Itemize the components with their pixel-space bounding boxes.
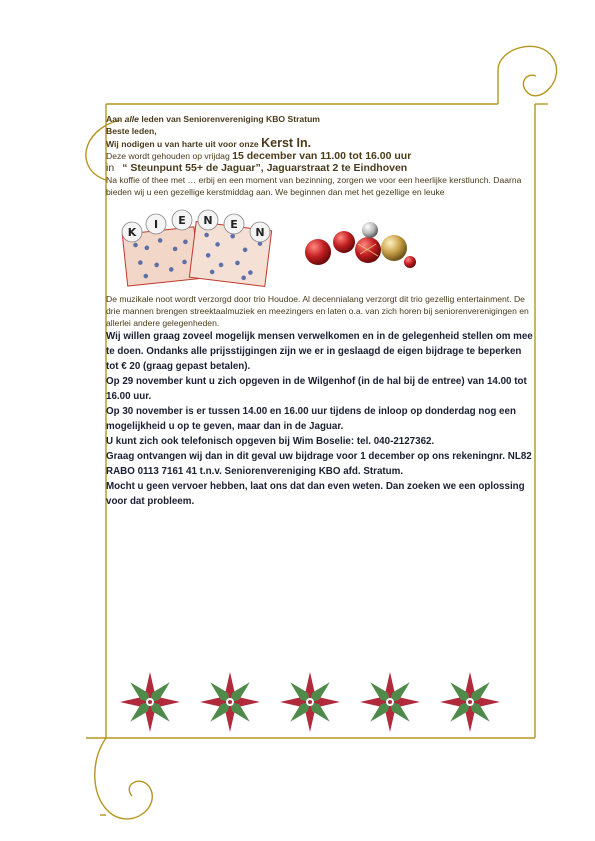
flower-icon	[360, 672, 420, 732]
program-paragraph: Na koffie of thee met … erbij en een moment van bezinning, zorgen we voor een heerlijke kerstlunch. Daarna bieden wij u een gezellige kerstmiddag aan. We beginnen dan met het gezellige en leuke	[106, 175, 522, 197]
greeting-line: Aan alle leden van Seniorenvereniging KBO Stratum	[106, 114, 320, 124]
kienen-letter: K	[127, 226, 137, 239]
location-line: in “ Steunpunt 55+ de Jaguar”, Jaguarstraat 2 te Eindhoven	[106, 162, 408, 174]
flower-icon	[280, 672, 340, 732]
christmas-ornaments-image	[298, 218, 428, 278]
flower-icon	[440, 672, 500, 732]
illustrations-row	[106, 208, 536, 293]
flower-decoration-row	[106, 667, 536, 737]
kienen-letter: E	[178, 214, 186, 227]
contribution-paragraph: Wij willen graag zoveel mogelijk mensen verwelkomen en in de gelegenheid stellen om mee te doen. Ondanks alle prijsstijgingen zijn we er in geslaagd de eigen bijdrage te beperken tot € 20 (graag gepast betalen).	[106, 331, 533, 372]
date-line: Deze wordt gehouden op vrijdag 15 december van 11.00 tot 16.00 uur	[106, 150, 412, 162]
kienen-letter: N	[203, 214, 213, 227]
salutation: Beste leden,	[106, 126, 157, 136]
phone-registration-paragraph: U kunt zich ook telefonisch opgeven bij Wim Boselie: tel. 040-2127362. Graag ontvangen wij dan in dit geval uw bijdrage voor 1 december op ons rekeningnr. NL82 RABO 0113 7161 41 t.n.v. Seniorenvereniging KBO afd. Stratum.	[106, 436, 532, 477]
kienen-bingo-image	[110, 208, 280, 293]
registration-paragraph-2: Op 30 november is er tussen 14.00 en 16.00 uur tijdens de inloop op donderdag nog een mogelijkheid u op te geven, maar dan in de Jaguar.	[106, 406, 516, 432]
flower-icon	[200, 672, 260, 732]
flower-icon	[120, 672, 180, 732]
registration-paragraph-1: Op 29 november kunt u zich opgeven in de Wilgenhof (in de hal bij de entree) van 14.00 tot 16.00 uur.	[106, 376, 527, 402]
kienen-letter: I	[153, 218, 159, 231]
letter-body	[106, 113, 536, 509]
kienen-letter: E	[230, 218, 238, 231]
transport-paragraph: Mocht u geen vervoer hebben, laat ons dat dan even weten. Dan zoeken we een oplossing voor dat probleem.	[106, 481, 525, 507]
music-paragraph: De muzikale noot wordt verzorgd door trio Houdoe. Al decennialang verzorgt dit trio gezellig entertainment. De drie mannen brengen streektaalmuziek en meezingers en laten o.a. van zich horen bij seniorenverenigingen en allerlei andere gelegenheden.	[106, 294, 529, 328]
kienen-letter: N	[255, 226, 265, 239]
invite-line: Wij nodigen u van harte uit voor onze Kerst In.	[106, 136, 312, 150]
